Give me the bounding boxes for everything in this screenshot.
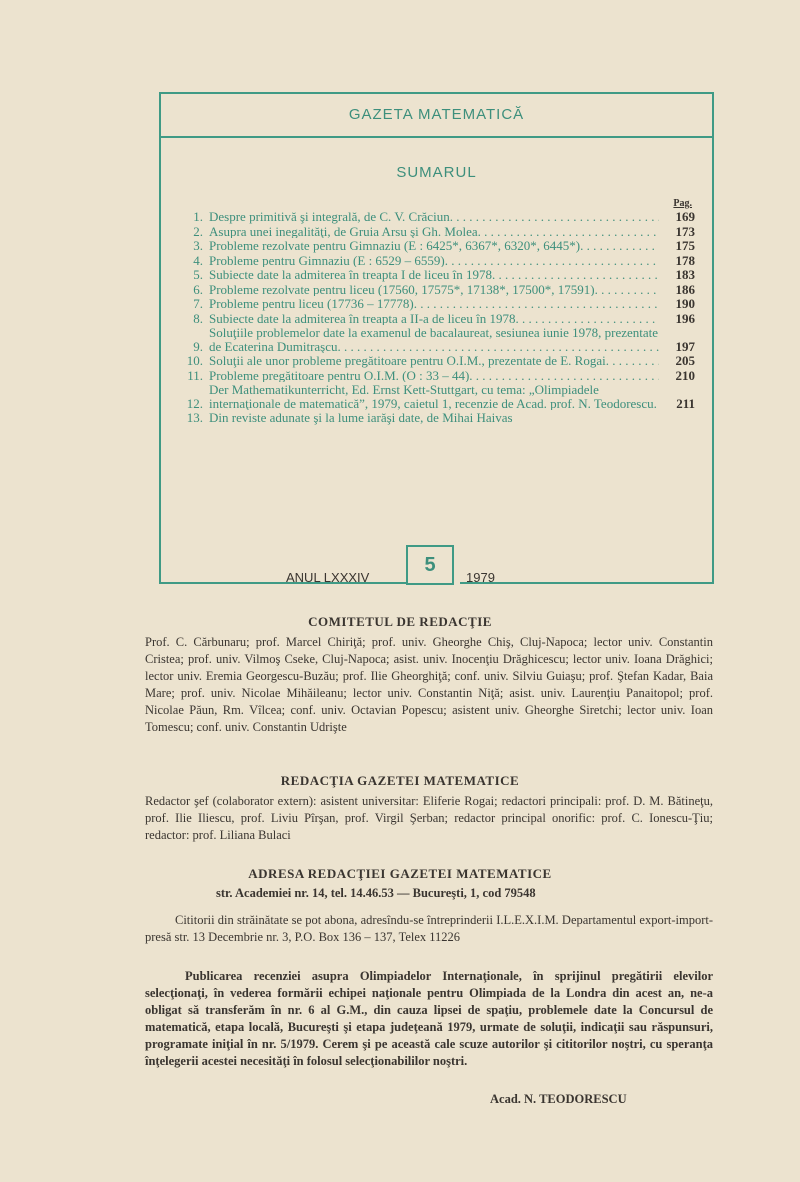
toc-item: [175, 254, 695, 268]
toc-item-number: 7.: [193, 296, 203, 311]
toc-item-title: Probleme pregătitoare pentru O.I.M. (O : 33 – 44) . . .: [209, 369, 659, 383]
toc-item: [175, 411, 695, 425]
toc-item-title: Probleme rezolvate pentru Gimnaziu (E : 6425*, 6367*, 6320*, 6445*) . . .: [209, 239, 659, 253]
toc-item: [175, 312, 695, 326]
toc-item-title: Probleme pentru Gimnaziu (E : 6529 – 6559) . . .: [209, 254, 659, 268]
toc-item-page: 186: [675, 281, 695, 297]
toc-item-number: 4.: [193, 252, 203, 268]
toc-item-title: Asupra unei inegalităţi, de Gruia Arsu şi Gh. Molea . . .: [209, 225, 659, 239]
toc-item-number: 8.: [193, 310, 203, 326]
title-rule: [161, 136, 712, 138]
toc-item-title: Probleme rezolvate pentru liceu (17560, 17575*, 17138*, 17500*, 17591) . . .: [209, 283, 659, 297]
toc-item-page: 173: [675, 223, 695, 239]
toc-item-page: 183: [675, 267, 695, 282]
signature: Acad. N. TEODORESCU: [490, 1092, 627, 1106]
toc-item-page: 190: [675, 296, 695, 311]
journal-title: GAZETA MATEMATICĂ: [348, 106, 525, 123]
toc-item-page: 169: [675, 209, 695, 224]
year: 1979: [466, 570, 495, 585]
toc-item-page: 210: [675, 367, 695, 383]
toc-item-title: Soluţiile problemelor date la examenul de bacalaureat, sesiunea iunie 1978, prezentate de Ecaterina Dumitraşcu . . .: [209, 326, 659, 353]
toc-item: [175, 268, 695, 282]
toc-item-title: Soluţii ale unor probleme pregătitoare pentru O.I.M., prezentate de E. Rogai . . .: [209, 354, 659, 368]
editorial-heading: REDACŢIA GAZETEI MATEMATICE: [280, 773, 520, 788]
editorial-text: Redactor şef (colaborator extern): asistent universitar: Eliferie Rogai; redactori principali: prof. D. M. Bătineţu, prof. Ilie Iliescu, prof. Liviu Pîrşan, prof. Virgil Şerban; redactor principal onorific: prof. C. Ionescu-Ţiu; redactor: prof. Liliana Bulaci: [145, 794, 713, 842]
toc-item-title: Din reviste adunate şi la lume iarăşi date, de Mihai Haivas: [209, 411, 513, 425]
notice-text: Publicarea recenziei asupra Olimpiadelor Internaţionale, în sprijinul pregătirii elevilor selecţionaţi, în vederea formării echipei naţionale pentru Olimpiada de la Londra din acest an, ne-a obligat să transferăm în nr. 6 al G.M., din cauza lipsei de spaţiu, problemele date la Concursul de matematică, etapa locală, Bucureşti şi etapa judeţeană 1979, urmate de soluţii, indicaţii sau răspunsuri, programate iniţial în nr. 5/1979. Cerem şi pe această cale scuze autorilor şi cititorilor noştri, cu speranţa înţelegerii acestei necesităţi în folosul selecţionabililor noştri.: [145, 969, 713, 1068]
toc-item-page: 197: [675, 338, 695, 354]
toc-item-title: Subiecte date la admiterea în treapta a II-a de liceu în 1978 . . .: [209, 312, 659, 326]
toc-item: [175, 369, 695, 383]
toc-item: [175, 354, 695, 368]
address-text: str. Academiei nr. 14, tel. 14.46.53 — Bucureşti, 1, cod 79548: [216, 886, 536, 900]
toc-item-title: Der Mathematikunterricht, Ed. Ernst Kett-Stuttgart, cu tema: „Olimpiadele internaţionale de matematică”, 1979, caietul 1, recenzie de Acad. prof. N. Teodorescu . . .: [209, 383, 659, 410]
committee-heading: COMITETUL DE REDACŢIE: [308, 614, 492, 629]
toc-item-number: 9.: [193, 338, 203, 354]
summary-title: SUMARUL: [396, 164, 477, 181]
toc-item: [175, 239, 695, 253]
toc-item-number: 1.: [193, 209, 203, 224]
toc-item-number: 12.: [186, 395, 203, 411]
toc-item-number: 10.: [186, 353, 203, 368]
page-column-header: Pag.: [673, 198, 692, 209]
toc-item: [175, 225, 695, 239]
table-of-contents: [175, 210, 695, 426]
foreign-subscription-text: Cititorii din străinătate se pot abona, adresîndu-se întreprinderii I.L.E.X.I.M. Departamentul export-import-presă str. 13 Decembrie nr. 3, P.O. Box 136 – 137, Telex 11226: [145, 913, 713, 944]
toc-item-page: 205: [675, 353, 695, 368]
toc-item-page: 175: [675, 238, 695, 253]
toc-item-page: 178: [675, 252, 695, 268]
toc-item-number: 6.: [193, 281, 203, 297]
toc-item-number: 5.: [193, 267, 203, 282]
frame-bottom-right-rule: [460, 582, 714, 584]
toc-item-title: Subiecte date la admiterea în treapta I de liceu în 1978 . . .: [209, 268, 659, 282]
committee-text: Prof. C. Cărbunaru; prof. Marcel Chiriţă; prof. univ. Gheorghe Chiş, Cluj-Napoca; lector univ. Constantin Cristea; prof. univ. Vilmoş Cseke, Cluj-Napoca; asist. univ. Inocenţiu Drăghicescu; lector univ. Ioana Drăghici; lector univ. Eremia Georgescu-Buzău; prof. Ilie Gheorghiţă; conf. univ. Silviu Guiaşu; prof. Ştefan Kadar, Baia Mare; prof. univ. Nicolae Mihăileanu; lector univ. Constantin Niţă; asist. univ. Laurenţiu Panaitopol; prof. Nicolae Păun, Rm. Vîlcea; conf. univ. Octavian Popescu; asistent univ. Gheorghe Siretchi; lector univ. Ioan Tomescu; conf. univ. Constantin Udrişte: [145, 635, 713, 734]
toc-item-page: 211: [676, 395, 695, 411]
toc-item-title: Probleme pentru liceu (17736 – 17778) . . .: [209, 297, 659, 311]
volume-label: ANUL LXXXIV: [286, 570, 370, 585]
toc-item-number: 2.: [193, 223, 203, 239]
contents-frame: [159, 92, 714, 584]
frame-bottom-left-rule: [159, 582, 407, 584]
toc-item-number: 13.: [186, 410, 203, 425]
toc-item-page: 196: [675, 310, 695, 326]
toc-item-title: Despre primitivă şi integrală, de C. V. Crăciun . . .: [209, 210, 659, 224]
toc-item: [175, 383, 695, 410]
toc-item-number: 3.: [193, 238, 203, 253]
toc-item: [175, 326, 695, 353]
toc-item: [175, 297, 695, 311]
issue-number: 5: [406, 545, 454, 585]
toc-item: [175, 283, 695, 297]
toc-item: [175, 210, 695, 224]
address-heading: ADRESA REDACŢIEI GAZETEI MATEMATICE: [248, 866, 552, 881]
toc-item-number: 11.: [187, 367, 203, 383]
